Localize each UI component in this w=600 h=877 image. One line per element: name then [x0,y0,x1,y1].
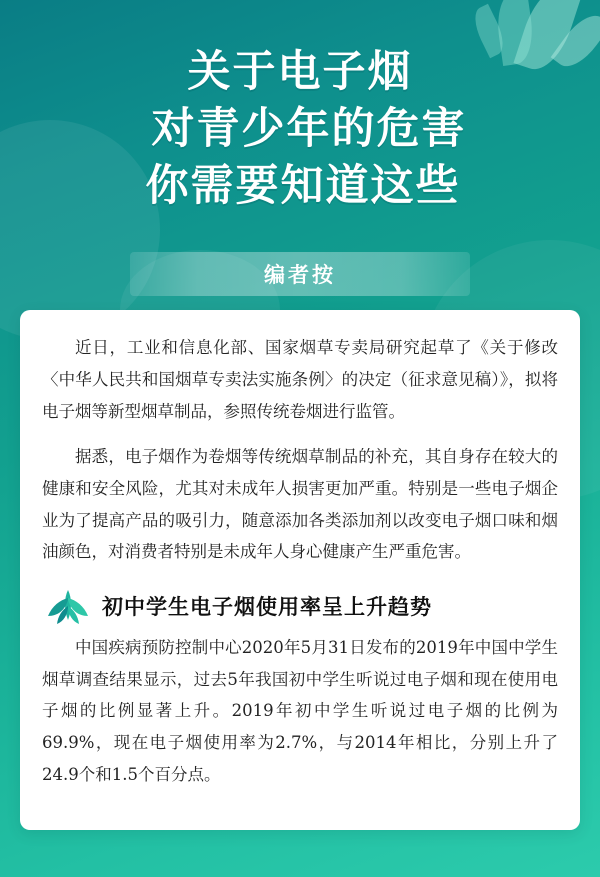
title-line-2: 对青少年的危害 [151,103,467,154]
section-paragraph: 中国疾病预防控制中心2020年5月31日发布的2019年中国中学生烟草调查结果显示，过去5年我国初中学生听说过电子烟和现在使用电子烟的比例显著上升。2019年初中学生听说过电子烟的比例为69.9%，现在电子烟使用率为2.7%，与2014年相比，分别上升了24.9个和1.5个百分点。 [42,637,558,784]
section-heading [42,586,558,626]
title-line-3: 你需要知道这些 [145,160,461,211]
section-title: 初中学生电子烟使用率呈上升趋势 [102,594,432,619]
paragraph-1: 近日，工业和信息化部、国家烟草专卖局研究起草了《关于修改〈中华人民共和国烟草专卖法实施条例〉的决定（征求意见稿）》，拟将电子烟等新型烟草制品，参照传统卷烟进行监管。 [42,338,558,421]
editor-note-label: 编者按 [264,263,336,288]
leaf-cluster-icon [42,586,94,626]
editor-note-banner [0,252,600,296]
paragraph-2: 据悉，电子烟作为卷烟等传统烟草制品的补充，其自身存在较大的健康和安全风险，尤其对未成年人损害更加严重。特别是一些电子烟企业为了提高产品的吸引力，随意添加各类添加剂以改变电子烟口味和烟油颜色，对消费者特别是未成年人身心健康产生严重危害。 [42,447,558,562]
content-card [20,310,580,830]
editor-note-banner-bar [130,252,470,296]
title-line-1: 关于电子烟 [187,47,413,97]
poster-title [0,0,600,214]
